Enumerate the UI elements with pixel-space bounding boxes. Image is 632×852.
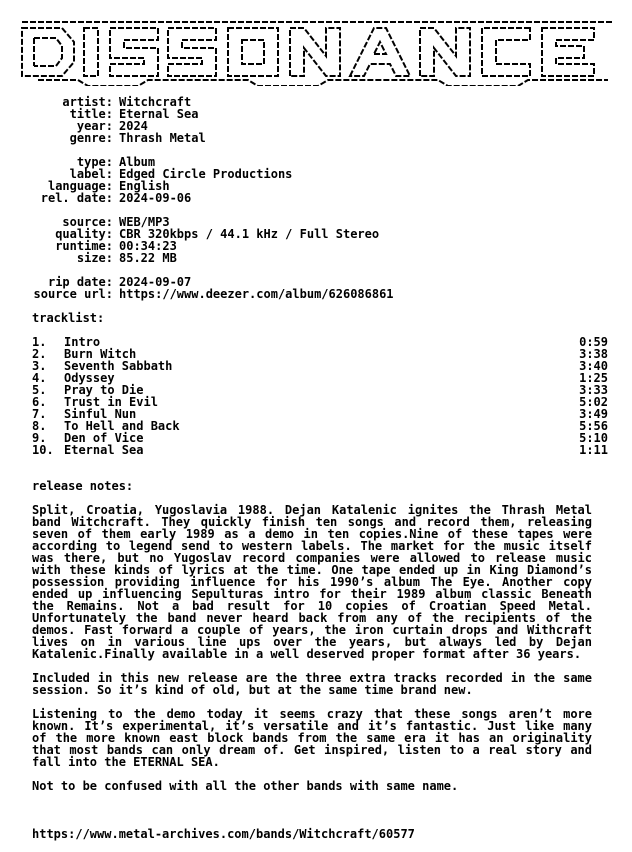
track-duration: 3:33 — [579, 383, 608, 397]
release-info — [18, 156, 394, 204]
metal-archives-link[interactable]: https://www.metal-archives.com/bands/Witchcraft/60577 — [32, 827, 415, 841]
track-duration: 5:56 — [579, 419, 608, 433]
track-number: 3. — [32, 359, 47, 373]
meta-label: rel. date: — [40, 191, 113, 205]
metadata-block — [18, 96, 394, 300]
meta-row — [18, 132, 394, 144]
track-number: 10. — [32, 443, 54, 457]
track-number: 9. — [32, 431, 47, 445]
track-number: 7. — [32, 407, 47, 421]
track-title: Burn Witch — [64, 347, 137, 361]
track-title: Seventh Sabbath — [64, 359, 173, 373]
track-number: 2. — [32, 347, 47, 361]
track-duration: 5:10 — [579, 431, 608, 445]
track-title: Intro — [64, 335, 101, 349]
meta-label: source: — [62, 215, 113, 229]
source-info — [18, 216, 394, 264]
meta-label: year: — [76, 119, 113, 133]
meta-row — [18, 108, 394, 120]
notes-paragraph: Not to be confused with all the other bands with same name. — [32, 779, 459, 793]
meta-value: Edged Circle Productions — [119, 167, 293, 181]
meta-row — [18, 252, 394, 264]
meta-row — [18, 240, 394, 252]
meta-value: 00:34:23 — [119, 239, 177, 253]
meta-value: CBR 320kbps / 44.1 kHz / Full Stereo — [119, 227, 380, 241]
album-info — [18, 96, 394, 144]
notes-paragraph: Listening to the demo today it seems crazy that these songs aren’t more known. It’s experimental, it’s versatile and it’s fantastic. Just like many of the more known east block bands from the same era it has an originality that most bands can only dream of. Get inspired, listen to a real story and fall into the ETERNAL SEA. — [32, 707, 592, 769]
track-title: Trust in Evil — [64, 395, 158, 409]
meta-row — [18, 192, 394, 204]
meta-row — [18, 288, 394, 300]
meta-label: source url: — [33, 287, 113, 301]
track-duration: 3:38 — [579, 347, 608, 361]
meta-label: language: — [47, 179, 113, 193]
ascii-logo — [18, 14, 618, 86]
meta-value: 2024 — [119, 119, 148, 133]
track-duration: 1:11 — [579, 443, 608, 457]
track-row — [32, 360, 608, 372]
meta-value: Album — [119, 155, 156, 169]
track-row — [32, 444, 608, 456]
track-number: 4. — [32, 371, 47, 385]
meta-label: rip date: — [47, 275, 113, 289]
track-duration: 5:02 — [579, 395, 608, 409]
track-number: 6. — [32, 395, 47, 409]
meta-label: genre: — [69, 131, 113, 145]
track-duration: 0:59 — [579, 335, 608, 349]
track-title: Sinful Nun — [64, 407, 137, 421]
notes-paragraph: Split, Croatia, Yugoslavia 1988. Dejan Katalenic ignites the Thrash Metal band Witchcraft. They quickly finish ten songs and record them, releasing seven of them early 1989 as a demo in ten copies.Nine of these tapes were according to legend send to western labels. The market for the music itself was there, but no Yugoslav record companies were allowed to release music with these kinds of lyrics at the time. One tape ended up in King Diamond’s possession providing influence for his 1990’s album The Eye. Another copy ended up influencing Sepulturas intro for their 1989 album classic Beneath the Remains. Not a bad result for 10 copies of Croatian Speed Metal. Unfortunately the band never heard back from any of the recipients of the demos. Fast forward a couple of years, the iron curtain drops and Withcraft lives on in various line ups over the years, but always led by Dejan Katalenic.Finally available in a well deserved proper format after 36 years. — [32, 503, 592, 661]
track-title: Den of Vice — [64, 431, 144, 445]
meta-label: runtime: — [55, 239, 113, 253]
meta-value: English — [119, 179, 170, 193]
track-number: 8. — [32, 419, 47, 433]
track-number: 5. — [32, 383, 47, 397]
meta-label: artist: — [62, 95, 113, 109]
meta-value: 2024-09-06 — [119, 191, 192, 205]
meta-value[interactable]: https://www.deezer.com/album/626086861 — [119, 287, 394, 301]
notes-paragraph: Included in this new release are the three extra tracks recorded in the same session. So it’s kind of old, but at the same time brand new. — [32, 671, 592, 697]
meta-label: quality: — [55, 227, 113, 241]
release-notes — [32, 504, 592, 804]
track-number: 1. — [32, 335, 47, 349]
tracklist-heading: tracklist: — [32, 311, 105, 325]
meta-label: title: — [69, 107, 113, 121]
tracklist — [32, 336, 608, 456]
meta-label: label: — [69, 167, 113, 181]
meta-value: Eternal Sea — [119, 107, 199, 121]
meta-value: 2024-09-07 — [119, 275, 192, 289]
track-duration: 3:40 — [579, 359, 608, 373]
meta-value: Witchcraft — [119, 95, 192, 109]
track-duration: 1:25 — [579, 371, 608, 385]
meta-value: Thrash Metal — [119, 131, 206, 145]
track-title: To Hell and Back — [64, 419, 180, 433]
rip-info — [18, 276, 394, 300]
track-title: Eternal Sea — [64, 443, 144, 457]
meta-value: WEB/MP3 — [119, 215, 170, 229]
track-duration: 3:49 — [579, 407, 608, 421]
track-title: Odyssey — [64, 371, 115, 385]
release-notes-heading: release notes: — [32, 479, 134, 493]
meta-label: type: — [76, 155, 113, 169]
meta-value: 85.22 MB — [119, 251, 177, 265]
logo-art — [18, 14, 618, 86]
meta-label: size: — [76, 251, 113, 265]
track-title: Pray to Die — [64, 383, 144, 397]
